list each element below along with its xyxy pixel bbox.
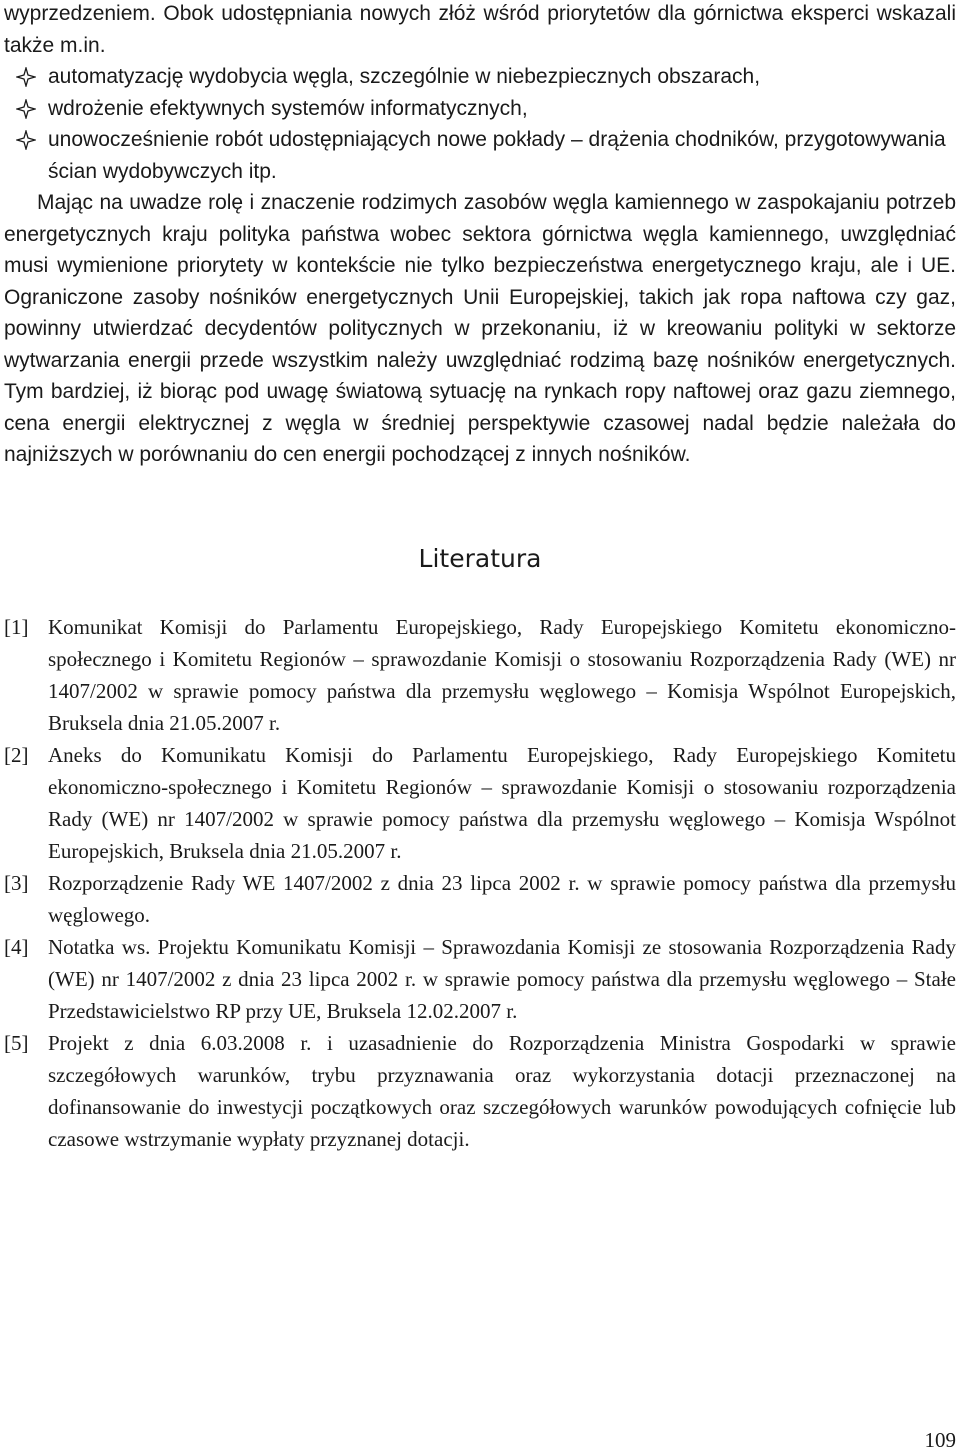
body-text-block (4, 0, 956, 471)
reference-number: [2] (4, 743, 29, 767)
bullet-item (4, 124, 956, 187)
main-paragraph: Mając na uwadze rolę i znaczenie rodzimych zasobów węgla kamiennego w zaspokajaniu potrzeb energetycznych kraju polityka państwa wobec sektora górnictwa węgla kamiennego, uwzględniać musi wymienione priorytety w kontekście nie tylko bezpieczeństwa energetycznego kraju, ale i UE. Ograniczone zasoby nośników energetycznych Unii Europejskiej, takich jak ropa naftowa czy gaz, powinny utwierdzać decydentów politycznych w przekonaniu, iż w kreowaniu polityki w sektorze wytwarzania energii przede wszystkim należy uwzględniać rodzimą bazę nośników energetycznych. Tym bardziej, iż biorąc pod uwagę światową sytuację na rynkach ropy naftowej oraz gazu ziemnego, cena energii elektrycznej z węgla w średniej perspektywie czasowej nadal będzie należała do najniższych w porównaniu do cen energii pochodzącej z innych nośników. (4, 191, 956, 466)
reference-text: Notatka ws. Projektu Komunikatu Komisji – Sprawozdania Komisji ze stosowania Rozporządzenia Rady (WE) nr 1407/2002 z dnia 23 lipca 2002 r. w sprawie pomocy państwa dla przemysłu węglowego – Stałe Przedstawicielstwo RP przy UE, Bruksela 12.02.2007 r. (48, 935, 956, 1023)
reference-item (4, 611, 956, 739)
reference-number: [4] (4, 935, 29, 959)
reference-number: [5] (4, 1031, 29, 1055)
bullet-text: automatyzację wydobycia węgla, szczególnie w niebezpiecznych obszarach, (48, 65, 761, 88)
reference-item (4, 1027, 956, 1155)
references-list (4, 611, 956, 1155)
intro-paragraph: wyprzedzeniem. Obok udostępniania nowych złóż wśród priorytetów dla górnictwa eksperci wskazali także m.in. (4, 2, 956, 57)
reference-text: Rozporządzenie Rady WE 1407/2002 z dnia 23 lipca 2002 r. w sprawie pomocy państwa dla przemysłu węglowego. (48, 871, 956, 927)
page-number: 109 (924, 1428, 956, 1452)
reference-item (4, 867, 956, 931)
four-point-star-icon (4, 61, 48, 87)
reference-item (4, 739, 956, 867)
reference-text: Komunikat Komisji do Parlamentu Europejskiego, Rady Europejskiego Komitetu ekonomiczno-społecznego i Komitetu Regionów – sprawozdanie Komisji o stosowaniu Rozporządzenia Rady (WE) nr 1407/2002 w sprawie pomocy państwa dla przemysłu węglowego – Komisja Wspólnot Europejskich, Bruksela dnia 21.05.2007 r. (48, 615, 956, 735)
four-point-star-icon (4, 124, 48, 150)
reference-text: Projekt z dnia 6.03.2008 r. i uzasadnienie do Rozporządzenia Ministra Gospodarki w sprawie szczegółowych warunków, trybu przyznawania oraz wykorzystania dotacji przeznaczonej na dofinansowanie do inwestycji początkowych oraz szczegółowych warunków powodujących cofnięcie lub czasowe wstrzymanie wypłaty przyznanej dotacji. (48, 1031, 956, 1151)
bullet-text: wdrożenie efektywnych systemów informatycznych, (48, 96, 528, 120)
references-heading: Literatura (418, 544, 542, 573)
reference-text: Aneks do Komunikatu Komisji do Parlamentu Europejskiego, Rady Europejskiego Komitetu ekonomiczno-społecznego i Komitetu Regionów – sprawozdanie Komisji o stosowaniu rozporządzenia Rady (WE) nr 1407/2002 w sprawie pomocy państwa dla przemysłu węglowego – Komisja Wspólnot Europejskich, Bruksela dnia 21.05.2007 r. (48, 743, 956, 863)
reference-item (4, 931, 956, 1027)
four-point-star-icon (4, 93, 48, 119)
reference-number: [3] (4, 871, 29, 895)
reference-number: [1] (4, 615, 29, 639)
bullet-text: unowocześnienie robót udostępniających nowe pokłady – drążenia chodników, przygotowywania ścian wydobywczych itp. (48, 128, 946, 183)
bullet-item (4, 61, 956, 93)
bullet-item (4, 93, 956, 125)
